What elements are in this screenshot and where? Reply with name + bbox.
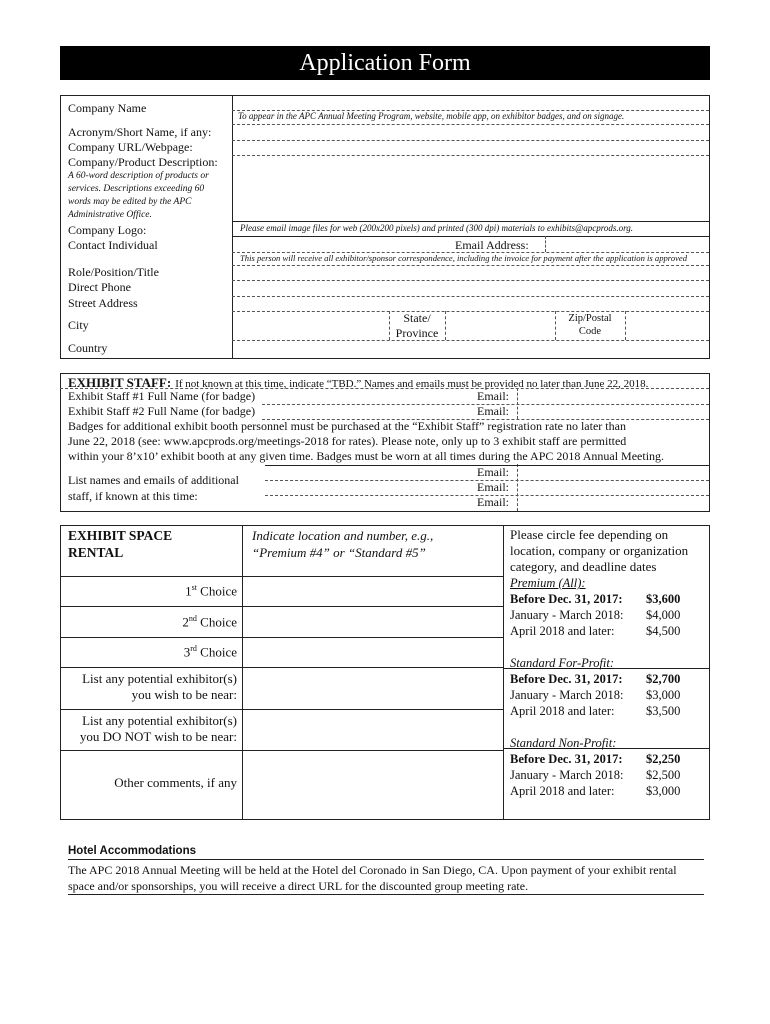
fee-price[interactable]: $3,600 xyxy=(646,592,681,606)
street-field[interactable] xyxy=(235,297,707,310)
contact-label: Contact Individual xyxy=(68,238,158,252)
fee-row-label: April 2018 and later: xyxy=(510,784,615,798)
space-heading: EXHIBIT SPACE RENTAL xyxy=(68,528,173,560)
url-field[interactable] xyxy=(235,141,707,154)
description-note: A 60-word description of products or services. Descriptions exceeding 60 words may be edited by the APC Administrative Office. xyxy=(68,171,209,220)
additional-staff-names-field[interactable] xyxy=(268,466,475,510)
hotel-text: The APC 2018 Annual Meeting will be held at the Hotel del Coronado in San Diego, CA. Upon payment of your exhibit rental space and/or sponsorships, you will receive a direct URL for the discounted group meeting rate. xyxy=(68,863,677,893)
zip-label: Zip/Postal Code xyxy=(568,313,612,337)
page-title: Application Form xyxy=(60,46,710,80)
choice3-field[interactable] xyxy=(245,639,500,666)
fee-intro: Please circle fee depending on location, company or organization category, and deadline dates xyxy=(510,527,689,574)
country-field[interactable] xyxy=(235,342,707,357)
fee-group-non-profit: Standard Non-Profit: xyxy=(510,736,617,750)
choice3-label: 3rd Choice xyxy=(183,644,237,660)
near-field[interactable] xyxy=(245,669,500,708)
phone-field[interactable] xyxy=(235,281,707,295)
fee-row-label: January - March 2018: xyxy=(510,768,624,782)
additional-email-label-3: Email: xyxy=(477,495,509,509)
contact-field[interactable] xyxy=(235,237,450,251)
fee-price[interactable]: $3,000 xyxy=(646,688,681,702)
zip-field[interactable] xyxy=(628,312,707,339)
fee-row-label: Before Dec. 31, 2017: xyxy=(510,672,623,686)
fee-row-label: January - March 2018: xyxy=(510,608,624,622)
choice2-label: 2nd Choice xyxy=(182,614,237,630)
company-name-field[interactable] xyxy=(235,96,707,109)
phone-label: Direct Phone xyxy=(68,280,131,294)
fee-group-for-profit: Standard For-Profit: xyxy=(510,656,615,670)
description-field[interactable] xyxy=(235,156,707,220)
fee-row-label: Before Dec. 31, 2017: xyxy=(510,592,623,606)
fee-row-label: Before Dec. 31, 2017: xyxy=(510,752,623,766)
additional-email-label-1: Email: xyxy=(477,465,509,479)
role-label: Role/Position/Title xyxy=(68,265,159,279)
fee-price[interactable]: $3,500 xyxy=(646,704,681,718)
logo-label: Company Logo: xyxy=(68,223,147,237)
near-label: List any potential exhibitor(s) you wish to be near: xyxy=(82,671,237,702)
description-label: Company/Product Description: xyxy=(68,155,218,169)
comments-field[interactable] xyxy=(245,752,500,818)
comments-label: Other comments, if any xyxy=(114,775,237,790)
acronym-label: Acronym/Short Name, if any: xyxy=(68,125,212,139)
staff2-email-label: Email: xyxy=(477,404,509,418)
staff1-name-field[interactable] xyxy=(265,390,475,403)
state-field[interactable] xyxy=(448,312,553,339)
not-near-label: List any potential exhibitor(s) you DO NOT wish to be near: xyxy=(79,713,237,744)
staff-heading: EXHIBIT STAFF: If not known at this time, indicate “TBD.” Names and emails must be provided no later than June 22, 2018. xyxy=(68,375,649,390)
staff1-email-field[interactable] xyxy=(520,390,707,403)
hotel-heading: Hotel Accommodations xyxy=(68,845,197,857)
badge-note: Badges for additional exhibit booth personnel must be purchased at the “Exhibit Staff” registration rate no later than June 22, 2018 (see: www.apcprods.org/meetings-2018 for rates). Please note, only up to 3 exhibit staff are permitted within your 8’x10’ exhibit booth at any given time. Badges must be worn at all times during the APC 2018 Annual Meeting. xyxy=(68,419,665,463)
fee-row-label: January - March 2018: xyxy=(510,688,624,702)
choice2-field[interactable] xyxy=(245,608,500,636)
state-label: State/ Province xyxy=(395,311,439,340)
fee-row-label: April 2018 and later: xyxy=(510,624,615,638)
fee-price[interactable]: $4,500 xyxy=(646,624,681,638)
company-name-note: To appear in the APC Annual Meeting Program, website, mobile app, on exhibitor badges, and on signage. xyxy=(238,111,625,121)
additional-staff-emails-field[interactable] xyxy=(520,466,707,510)
fee-price[interactable]: $4,000 xyxy=(646,608,681,622)
fee-price[interactable]: $2,500 xyxy=(646,768,681,782)
additional-email-label-2: Email: xyxy=(477,480,509,494)
street-label: Street Address xyxy=(68,296,138,310)
staff2-email-field[interactable] xyxy=(520,405,707,418)
acronym-field[interactable] xyxy=(235,125,707,139)
contact-email-field[interactable] xyxy=(548,237,707,251)
company-name-label: Company Name xyxy=(68,101,147,115)
staff2-name-field[interactable] xyxy=(265,405,475,418)
city-field[interactable] xyxy=(235,312,387,339)
country-label: Country xyxy=(68,341,108,355)
staff1-email-label: Email: xyxy=(477,389,509,403)
role-field[interactable] xyxy=(235,266,707,279)
fee-group-premium: Premium (All): xyxy=(510,576,586,590)
choice1-label: 1st Choice xyxy=(185,583,237,599)
fee-price[interactable]: $3,000 xyxy=(646,784,681,798)
logo-note: Please email image files for web (200x200 pixels) and printed (300 dpi) materials to exhibits@apcprods.org. xyxy=(240,223,634,233)
city-label: City xyxy=(68,318,89,332)
url-label: Company URL/Webpage: xyxy=(68,140,193,154)
staff1-label: Exhibit Staff #1 Full Name (for badge) xyxy=(68,389,256,403)
space-indicate-note: Indicate location and number, e.g., “Premium #4” or “Standard #5” xyxy=(252,528,434,560)
fee-row-label: April 2018 and later: xyxy=(510,704,615,718)
fee-price[interactable]: $2,250 xyxy=(646,752,681,766)
staff2-label: Exhibit Staff #2 Full Name (for badge) xyxy=(68,404,256,418)
fee-price[interactable]: $2,700 xyxy=(646,672,681,686)
contact-note: This person will receive all exhibitor/sponsor correspondence, including the invoice for payment after the application is approved xyxy=(240,253,688,263)
contact-email-label: Email Address: xyxy=(455,238,529,252)
not-near-field[interactable] xyxy=(245,711,500,749)
choice1-field[interactable] xyxy=(245,578,500,605)
additional-staff-label: List names and emails of additional staff, if known at this time: xyxy=(68,473,239,503)
